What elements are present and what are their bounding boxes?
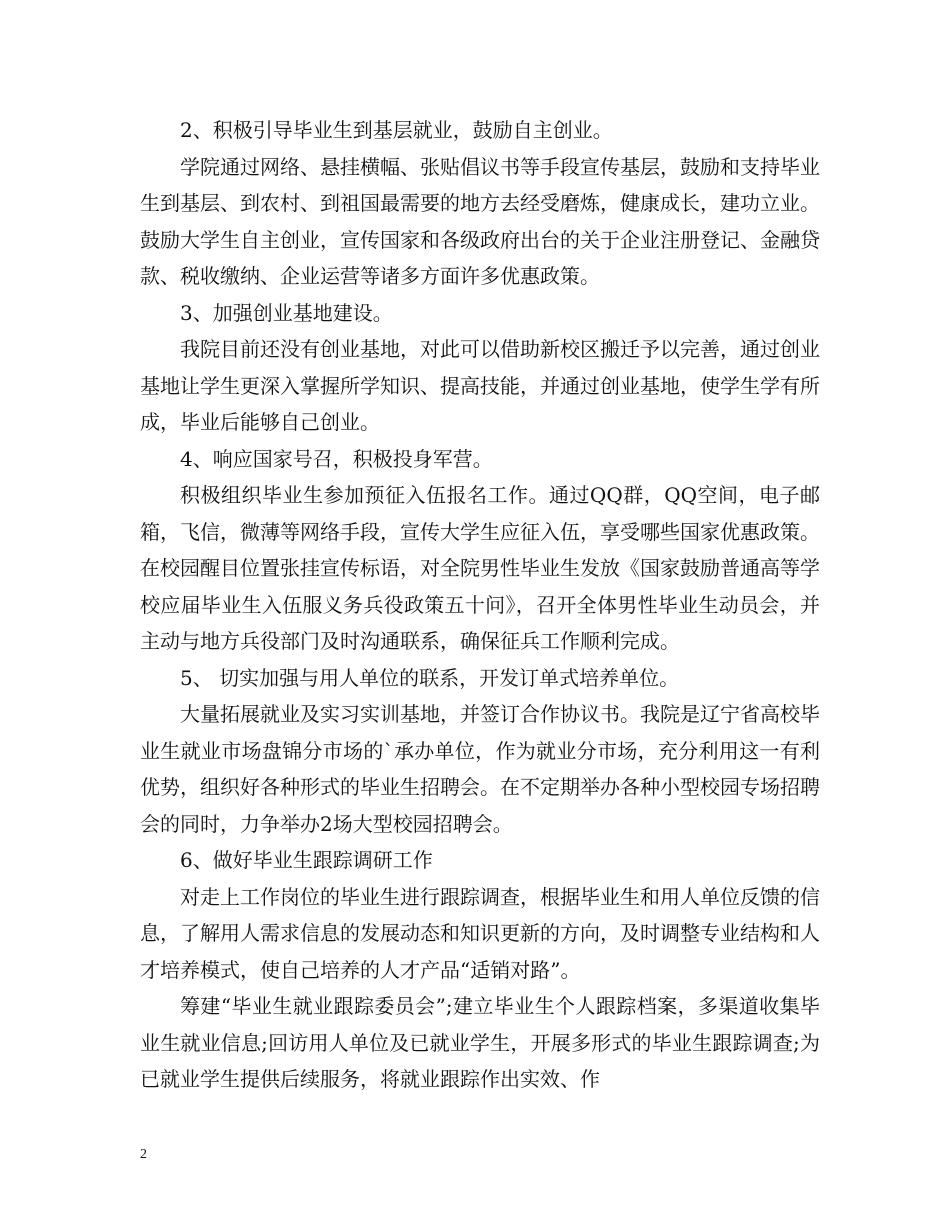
section-heading-3: 3、加强创业基地建设。 xyxy=(180,300,393,325)
paragraph-graduate-tracking: 对走上工作岗位的毕业生进行跟踪调查，根据毕业生和用人单位反馈的信息，了解用人需求信息的发展动态和知识更新的方向，及时调整专业结构和人才培养模式，使自己培养的人才产品“适销对路”。 xyxy=(140,884,820,982)
section-heading-4: 4、响应国家号召，积极投身军营。 xyxy=(180,446,493,471)
paragraph-military-enlistment: 积极组织毕业生参加预征入伍报名工作。通过QQ群，QQ空间，电子邮箱，飞信，微薄等网络手段，宣传大学生应征入伍，享受哪些国家优惠政策。在校园醒目位置张挂宣传标语，对全院男性毕业生发放《国家鼓励普通高等学校应届毕业生入伍服义务兵役政策五十问》，召开全体男性毕业生动员会，并主动与地方兵役部门及时沟通联系，确保征兵工作顺利完成。 xyxy=(140,483,820,653)
section-heading-2: 2、积极引导毕业生到基层就业，鼓励自主创业。 xyxy=(180,118,613,142)
section-heading-6: 6、做好毕业生跟踪调研工作 xyxy=(180,848,433,872)
paragraph-entrepreneurship-base: 我院目前还没有创业基地，对此可以借助新校区搬迁予以完善，通过创业基地让学生更深入掌握所学知识、提高技能，并通过创业基地，使学生学有所成，毕业后能够自己创业。 xyxy=(140,337,820,434)
document-body xyxy=(140,112,820,1098)
section-heading-5: 5、 切实加强与用人单位的联系，开发订单式培养单位。 xyxy=(180,665,680,690)
paragraph-employer-contact: 大量拓展就业及实习实训基地，并签订合作协议书。我院是辽宁省高校毕业生就业市场盘锦分市场的`承办单位，作为就业分市场，充分利用这一有利优势，组织好各种形式的毕业生招聘会。在不定期举办各种小型校园专场招聘会的同时，力争举办2场大型校园招聘会。 xyxy=(140,702,820,836)
page-number: 2 xyxy=(140,1147,147,1162)
paragraph-grassroots-employment: 学院通过网络、悬挂横幅、张贴倡议书等手段宣传基层，鼓励和支持毕业生到基层、到农村、到祖国最需要的地方去经受磨炼，健康成长，建功立业。鼓励大学生自主创业，宣传国家和各级政府出台的关于企业注册登记、金融贷款、税收缴纳、企业运营等诸多方面许多优惠政策。 xyxy=(140,154,820,288)
paragraph-tracking-committee: 筹建“毕业生就业跟踪委员会”;建立毕业生个人跟踪档案，多渠道收集毕业生就业信息;回访用人单位及已就业学生，开展多形式的毕业生跟踪调查;为已就业学生提供后续服务，将就业跟踪作出实效、作 xyxy=(140,994,820,1091)
